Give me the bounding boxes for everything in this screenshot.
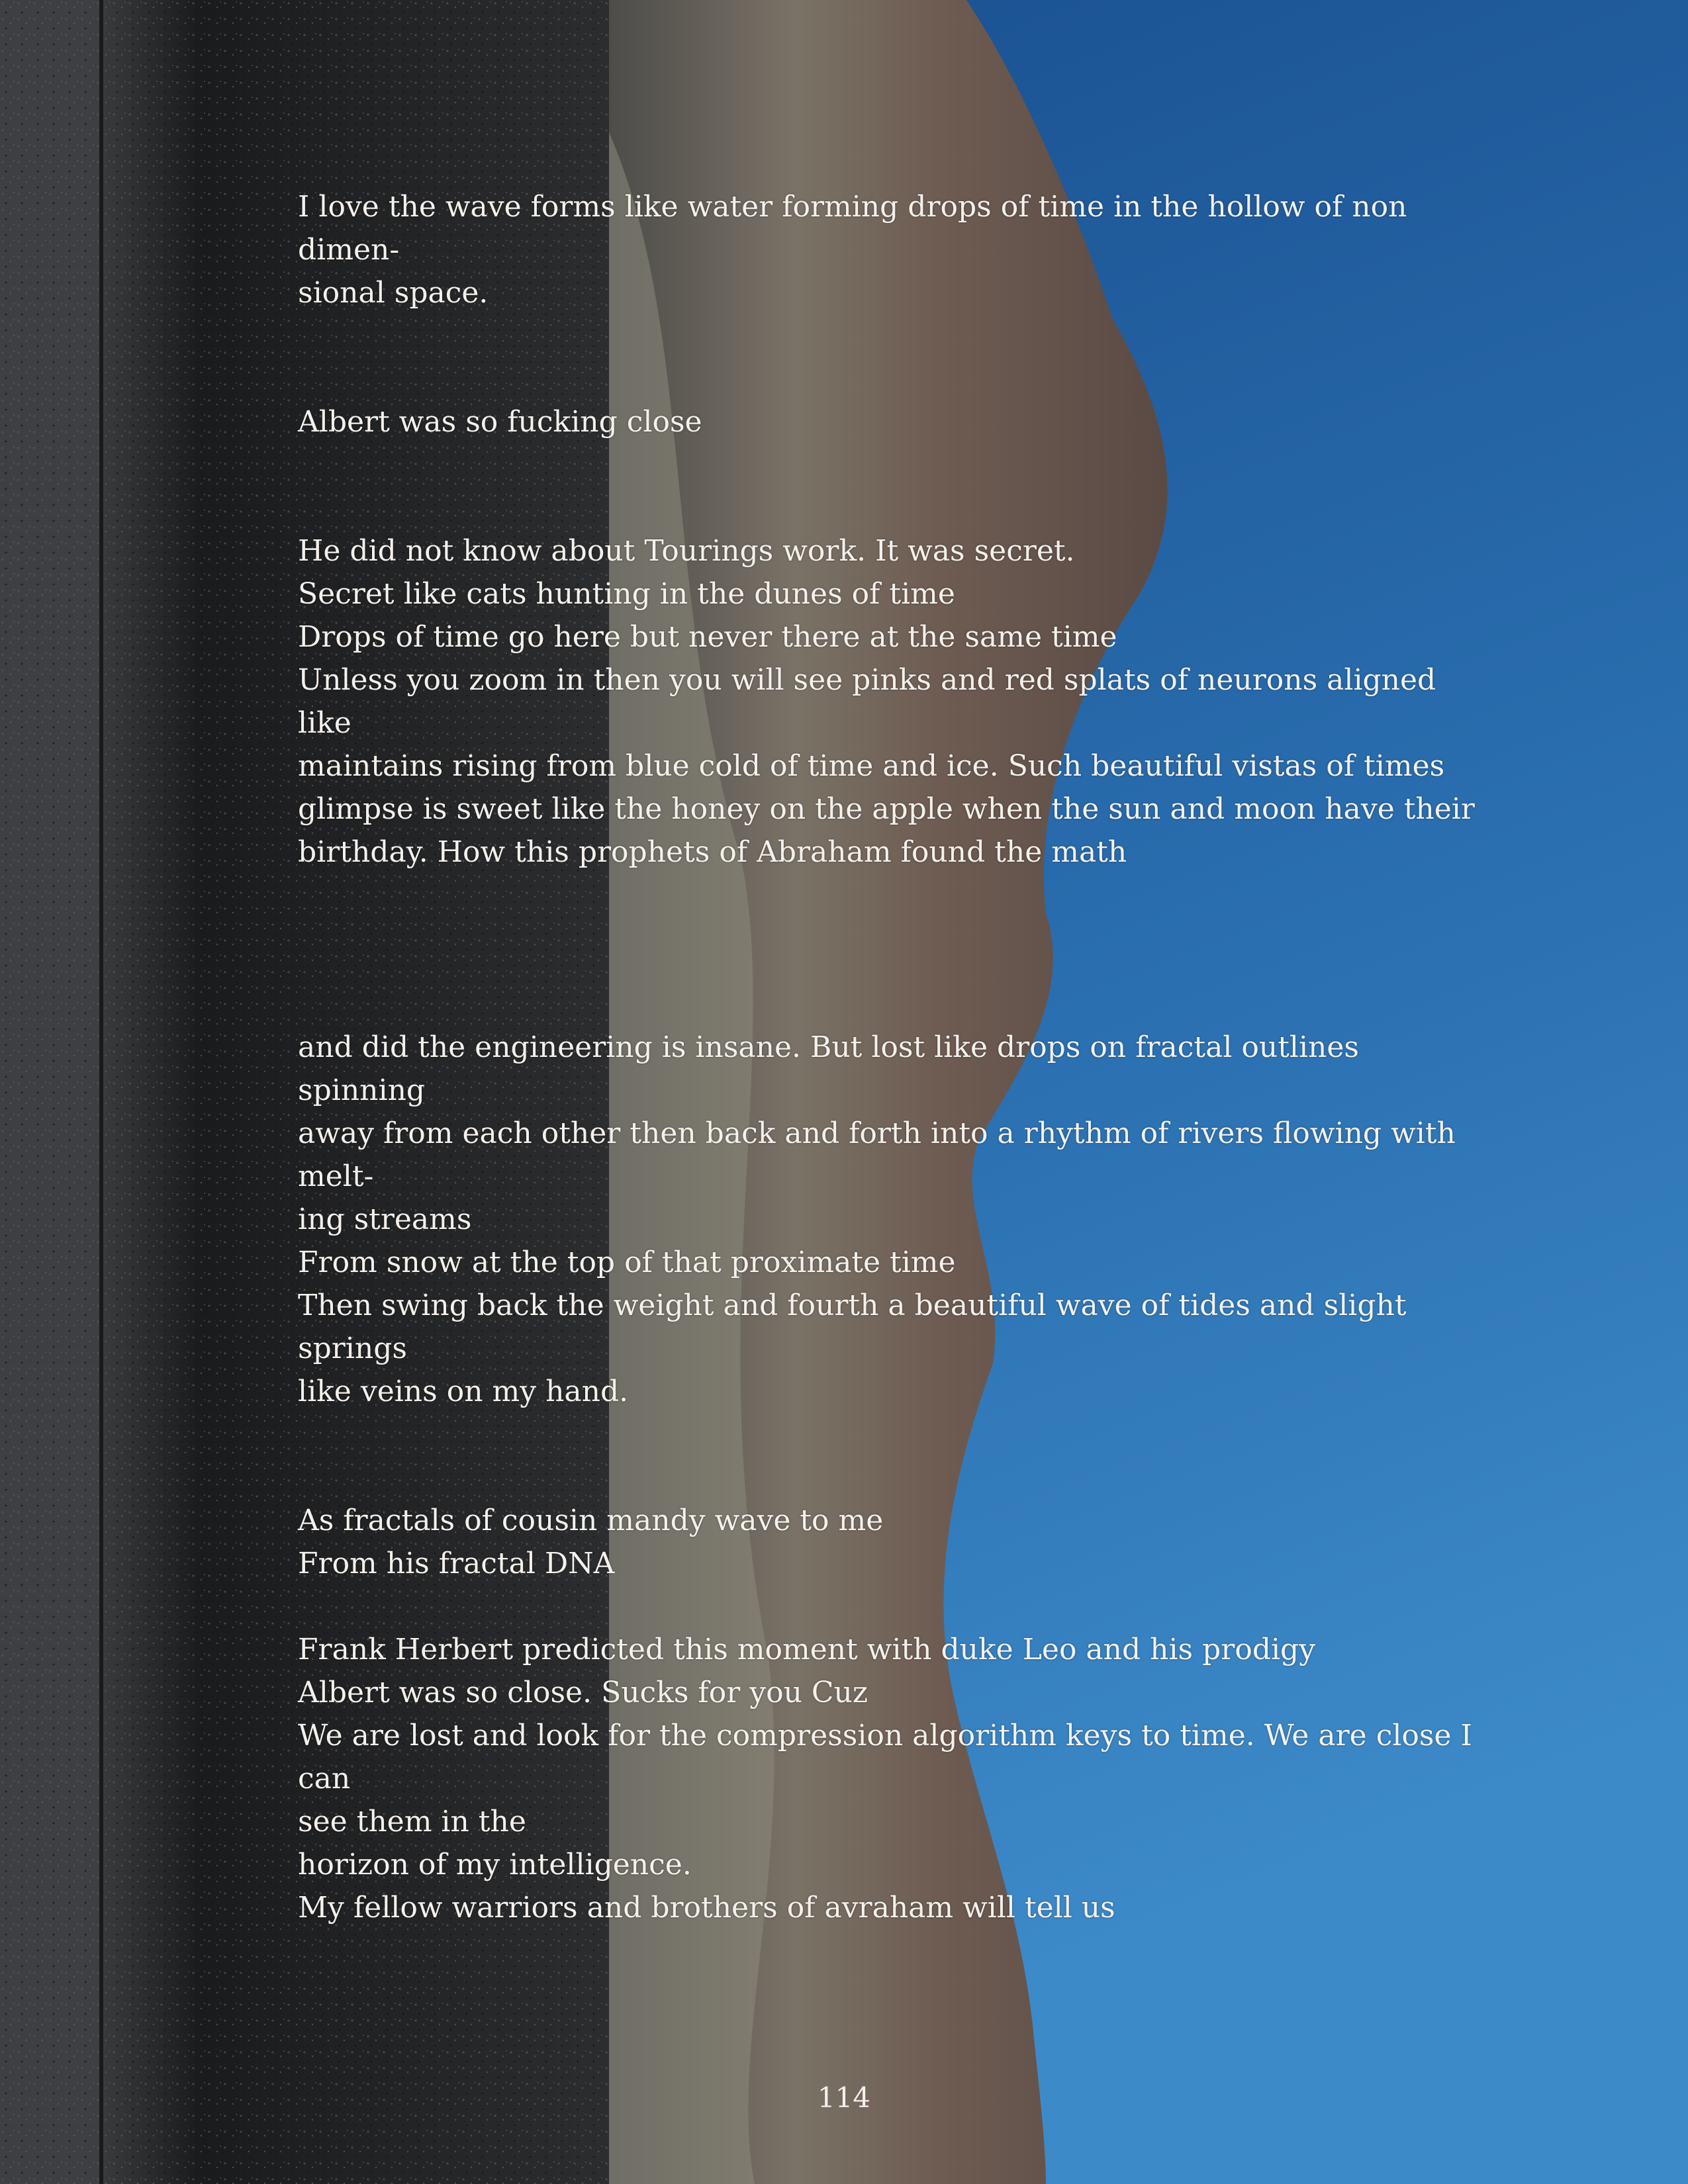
poem-body <box>298 185 1489 1929</box>
stanza-6: Frank Herbert predicted this moment with duke Leo and his prodigy Albert was so close. Sucks for you Cuz We are lost and look for the compression algorithm keys to time. We are close I can see them in the horizon of my intelligence. My fellow warriors and brothers of avraham will tell us <box>298 1633 1472 1925</box>
stanza-4: and did the engineering is insane. But lost like drops on fractal outlines spinning away from each other then back and forth into a rhythm of rivers flowing with melt- ing streams From snow at the top of that proximate time Then swing back the weight and fourth a beautiful wave of tides and slight springs like veins on my hand. <box>298 1030 1456 1408</box>
stanza-2: Albert was so fucking close <box>298 405 702 439</box>
stanza-5: As fractals of cousin mandy wave to me From his fractal DNA <box>298 1504 884 1580</box>
page-number: 114 <box>817 2081 871 2114</box>
stanza-3: He did not know about Tourings work. It was secret. Secret like cats hunting in the dunes of time Drops of time go here but never there at the same time Unless you zoom in then you will see pinks and red splats of neurons aligned like maintains rising from blue cold of time and ice. Such beautiful vistas of times glimpse is sweet like the honey on the apple when the sun and moon have their birthday. How this prophets of Abraham found the math <box>298 534 1475 869</box>
stanza-1: I love the wave forms like water forming drops of time in the hollow of non dimen- sional space. <box>298 190 1407 310</box>
